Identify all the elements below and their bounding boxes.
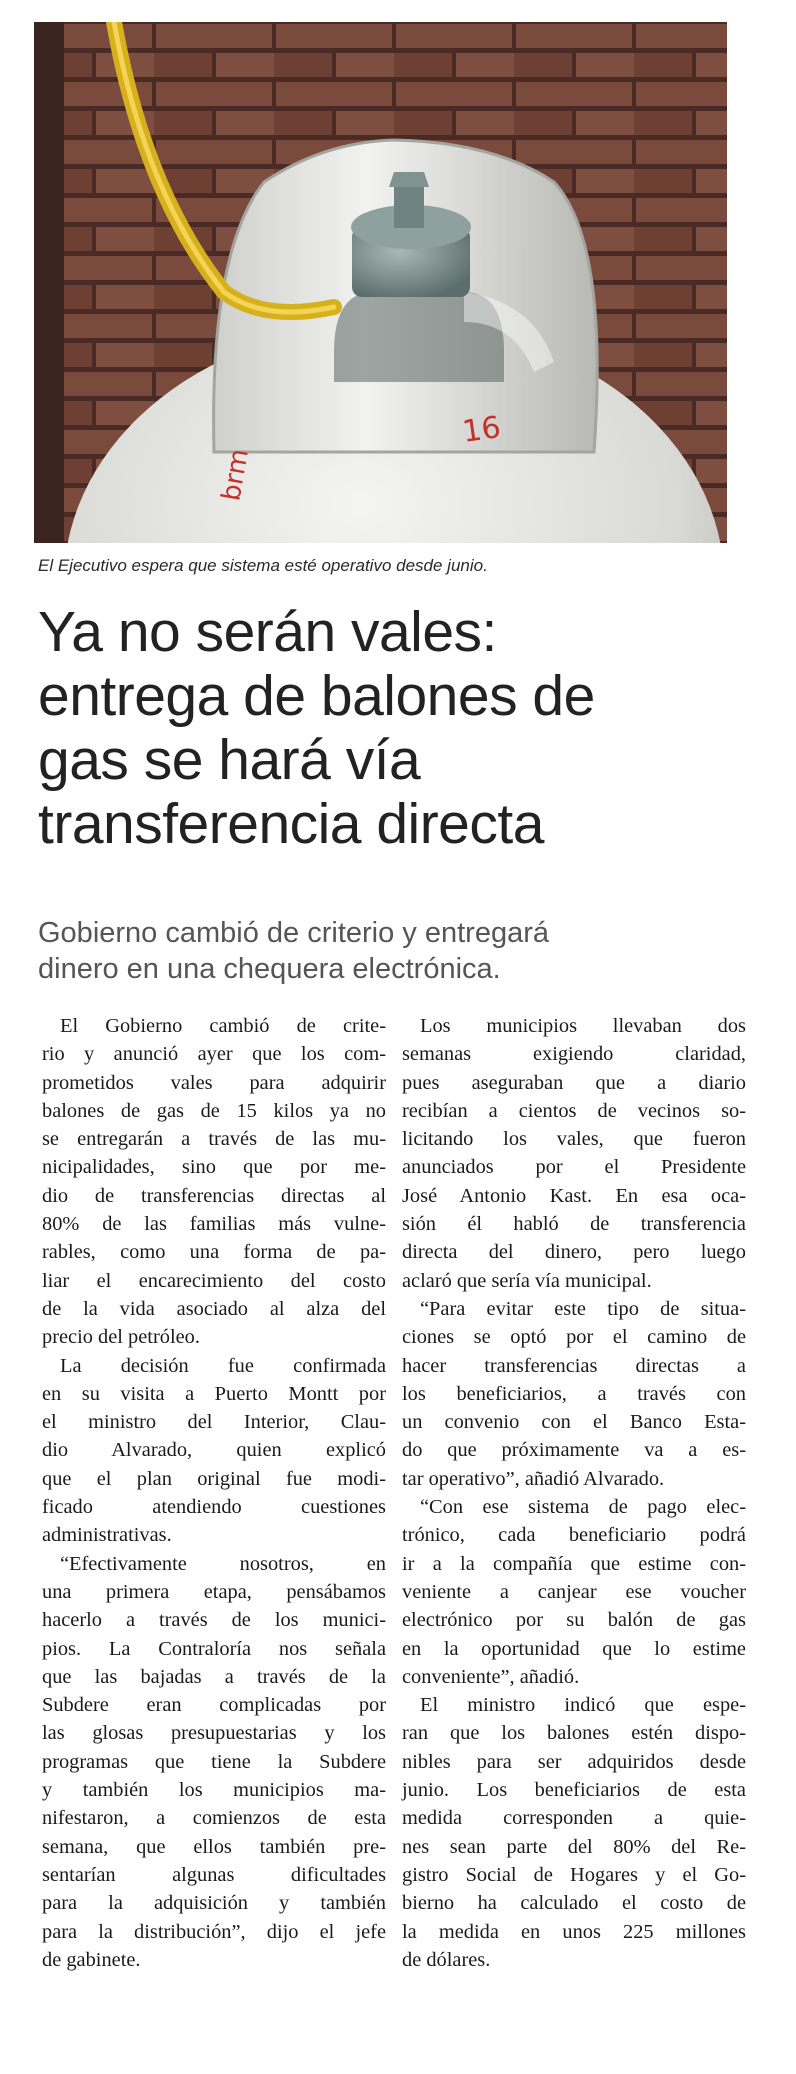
article-line: junio. Los beneficiarios de esta: [402, 1779, 746, 1802]
article-line: dio de transferencias directas al: [42, 1184, 386, 1207]
article-line: recibían a cientos de vecinos so-: [402, 1099, 746, 1122]
article-line: Los municipios llevaban dos: [420, 1015, 746, 1037]
article-line: medida corresponden a quie-: [402, 1807, 746, 1830]
article-line: de la vida asociado al alza del: [42, 1297, 386, 1320]
article-line: hacer transferencias directas a: [402, 1354, 746, 1377]
article-line: para la adquisición y también: [42, 1892, 386, 1915]
article-line: ciones se optó por el camino de: [402, 1326, 746, 1349]
article-line: Subdere eran complicadas por: [42, 1694, 386, 1717]
article-line: prometidos vales para adquirir: [42, 1071, 386, 1094]
article-line: los beneficiarios, a través con: [402, 1382, 746, 1405]
article-line: licitando los vales, que fueron: [402, 1128, 746, 1151]
article-line: “Para evitar este tipo de situa-: [420, 1297, 746, 1320]
subheadline-line: dinero en una chequera electrónica.: [38, 953, 501, 985]
article-line: bierno ha calculado el costo de: [402, 1892, 746, 1915]
article-line: semanas exigiendo claridad,: [402, 1043, 746, 1066]
gas-cylinder-illustration: [34, 22, 727, 543]
article-line: nicipalidades, sino que por me-: [42, 1156, 386, 1179]
article-line: administrativas.: [42, 1524, 172, 1547]
article-line: anunciados por el Presidente: [402, 1156, 746, 1179]
article-line: liar el encarecimiento del costo: [42, 1269, 386, 1292]
article-line: precio del petróleo.: [42, 1326, 200, 1349]
headline-line: transferencia directa: [38, 792, 544, 856]
article-line: en su visita a Puerto Montt por: [42, 1382, 386, 1405]
article-line: hacerlo a través de los munici-: [42, 1609, 386, 1632]
article-line: ir a la compañía que estime con-: [402, 1552, 746, 1575]
subheadline-line: Gobierno cambió de criterio y entregará: [38, 917, 549, 949]
article-line: y también los municipios ma-: [42, 1779, 386, 1802]
article-line: 80% de las familias más vulne-: [42, 1213, 386, 1236]
svg-text:16: 16: [460, 409, 503, 450]
headline-line: entrega de balones de: [38, 664, 595, 728]
article-line: balones de gas de 15 kilos ya no: [42, 1099, 386, 1122]
article-line: ran que los balones estén dispo-: [402, 1722, 746, 1745]
article-line: se entregarán a través de las mu-: [42, 1128, 386, 1151]
article-line: pios. La Contraloría nos señala: [42, 1637, 386, 1660]
subheadline: [38, 915, 778, 987]
article-line: las glosas presupuestarias y los: [42, 1722, 386, 1745]
article-line: la medida en unos 225 millones: [402, 1920, 746, 1943]
article-line: veniente a canjear ese voucher: [402, 1580, 746, 1603]
article-line: El ministro indicó que espe-: [420, 1694, 746, 1717]
article-line: trónico, cada beneficiario podrá: [402, 1524, 746, 1547]
article-line: pues aseguraban que a diario: [402, 1071, 746, 1094]
article-line: nibles para ser adquiridos desde: [402, 1750, 746, 1773]
headline: [38, 600, 778, 856]
article-line: el ministro del Interior, Clau-: [42, 1411, 386, 1434]
article-line: una primera etapa, pensábamos: [42, 1580, 386, 1603]
article-line: electrónico por su balón de gas: [402, 1609, 746, 1632]
article-line: directa del dinero, pero luego: [402, 1241, 746, 1264]
svg-text:brm: brm: [216, 446, 255, 504]
article-line: do que próximamente va a es-: [402, 1439, 746, 1462]
article-line: rables, como una forma de pa-: [42, 1241, 386, 1264]
article-line: La decisión fue confirmada: [60, 1354, 386, 1377]
photo-caption: El Ejecutivo espera que sistema esté operativo desde junio.: [38, 556, 488, 575]
article-line: ficado atendiendo cuestiones: [42, 1496, 386, 1519]
article-line: de gabinete.: [42, 1948, 141, 1971]
gas-cylinder-photo: [34, 22, 727, 543]
article-line: “Con ese sistema de pago elec-: [420, 1496, 746, 1519]
article-line: nes sean parte del 80% del Re-: [402, 1835, 746, 1858]
headline-line: gas se hará vía: [38, 728, 421, 792]
article-line: de dólares.: [402, 1948, 491, 1971]
headline-line: Ya no serán vales:: [38, 600, 497, 664]
article-line: aclaró que sería vía municipal.: [402, 1269, 652, 1292]
article-line: “Efectivamente nosotros, en: [60, 1552, 386, 1575]
article-line: gistro Social de Hogares y el Go-: [402, 1863, 746, 1886]
article-line: sentarían algunas dificultades: [42, 1863, 386, 1886]
article-line: que el plan original fue modi-: [42, 1467, 386, 1490]
article-line: semana, que ellos también pre-: [42, 1835, 386, 1858]
article-line: que las bajadas a través de la: [42, 1665, 386, 1688]
article-line: El Gobierno cambió de crite-: [60, 1015, 386, 1037]
article-line: dio Alvarado, quien explicó: [42, 1439, 386, 1462]
article-line: tar operativo”, añadió Alvarado.: [402, 1467, 665, 1490]
article-line: sión él habló de transferencia: [402, 1213, 746, 1236]
article-line: un convenio con el Banco Esta-: [402, 1411, 746, 1434]
article-line: en la oportunidad que lo estime: [402, 1637, 746, 1660]
article-line: conveniente”, añadió.: [402, 1665, 580, 1688]
article-line: José Antonio Kast. En esa oca-: [402, 1184, 746, 1207]
article-column-right: [402, 1012, 746, 1974]
article-line: programas que tiene la Subdere: [42, 1750, 386, 1773]
article-line: para la distribución”, dijo el jefe: [42, 1920, 386, 1943]
article-line: rio y anunció ayer que los com-: [42, 1043, 386, 1066]
article-line: nifestaron, a comienzos de esta: [42, 1807, 386, 1830]
article-column-left: [42, 1012, 386, 1974]
